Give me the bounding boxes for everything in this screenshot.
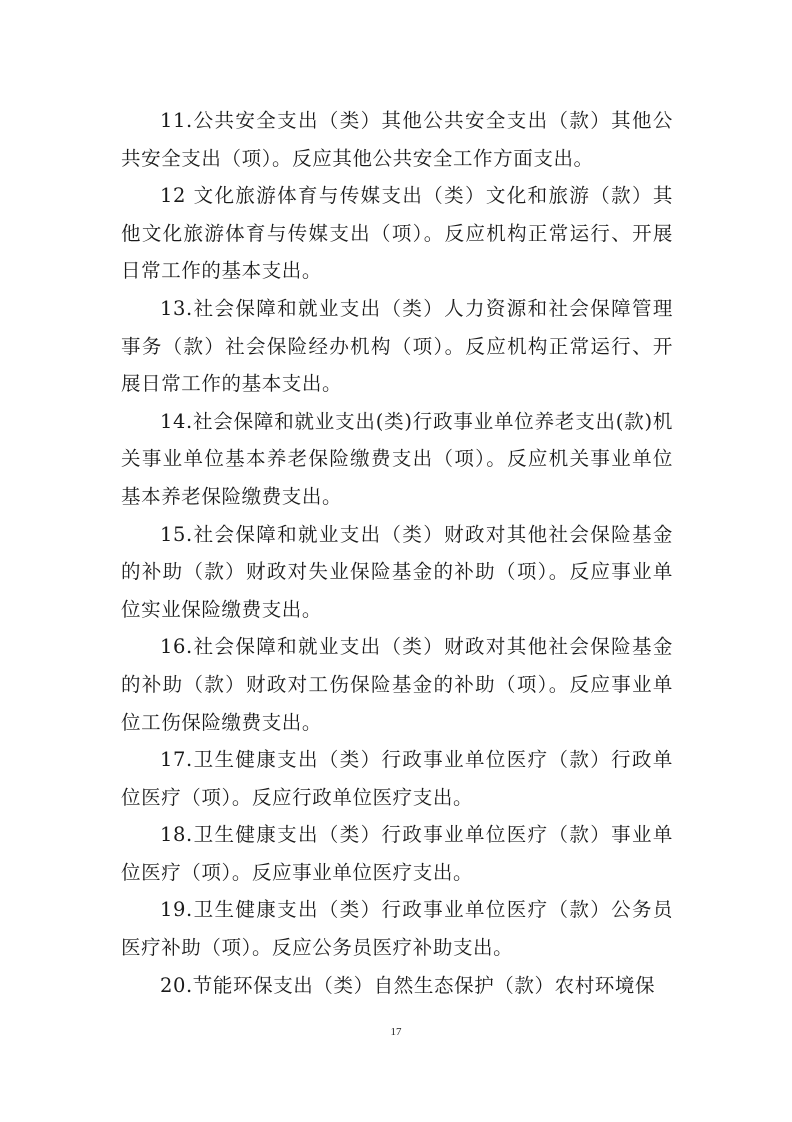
paragraph-13: 13.社会保障和就业支出（类）人力资源和社会保障管理事务（款）社会保险经办机构（项）。反应机构正常运行、开展日常工作的基本支出。 xyxy=(121,296,673,396)
page-number: 17 xyxy=(390,1026,402,1038)
document-body xyxy=(121,102,673,1004)
paragraph-16: 16.社会保障和就业支出（类）财政对其他社会保险基金的补助（款）财政对工伤保险基金的补助（项）。反应事业单位工伤保险缴费支出。 xyxy=(121,635,673,734)
paragraph-18: 18.卫生健康支出（类）行政事业单位医疗（款）事业单位医疗（项）。反应事业单位医疗支出。 xyxy=(121,823,673,884)
paragraph-20: 20.节能环保支出（类）自然生态保护（款）农村环境保 xyxy=(160,973,656,997)
paragraph-17: 17.卫生健康支出（类）行政事业单位医疗（款）行政单位医疗（项）。反应行政单位医疗支出。 xyxy=(121,748,673,809)
paragraph-15: 15.社会保障和就业支出（类）财政对其他社会保险基金的补助（款）财政对失业保险基金的补助（项）。反应事业单位实业保险缴费支出。 xyxy=(121,522,673,621)
paragraph-12: 12 文化旅游体育与传媒支出（类）文化和旅游（款）其他文化旅游体育与传媒支出（项）。反应机构正常运行、开展日常工作的基本支出。 xyxy=(121,184,673,283)
paragraph-14: 14.社会保障和就业支出(类)行政事业单位养老支出(款)机关事业单位基本养老保险缴费支出（项）。反应机关事业单位基本养老保险缴费支出。 xyxy=(121,409,673,508)
paragraph-19: 19.卫生健康支出（类）行政事业单位医疗（款）公务员医疗补助（项）。反应公务员医疗补助支出。 xyxy=(121,898,673,960)
paragraph-11: 11.公共安全支出（类）其他公共安全支出（款）其他公共安全支出（项）。反应其他公共安全工作方面支出。 xyxy=(121,109,673,170)
